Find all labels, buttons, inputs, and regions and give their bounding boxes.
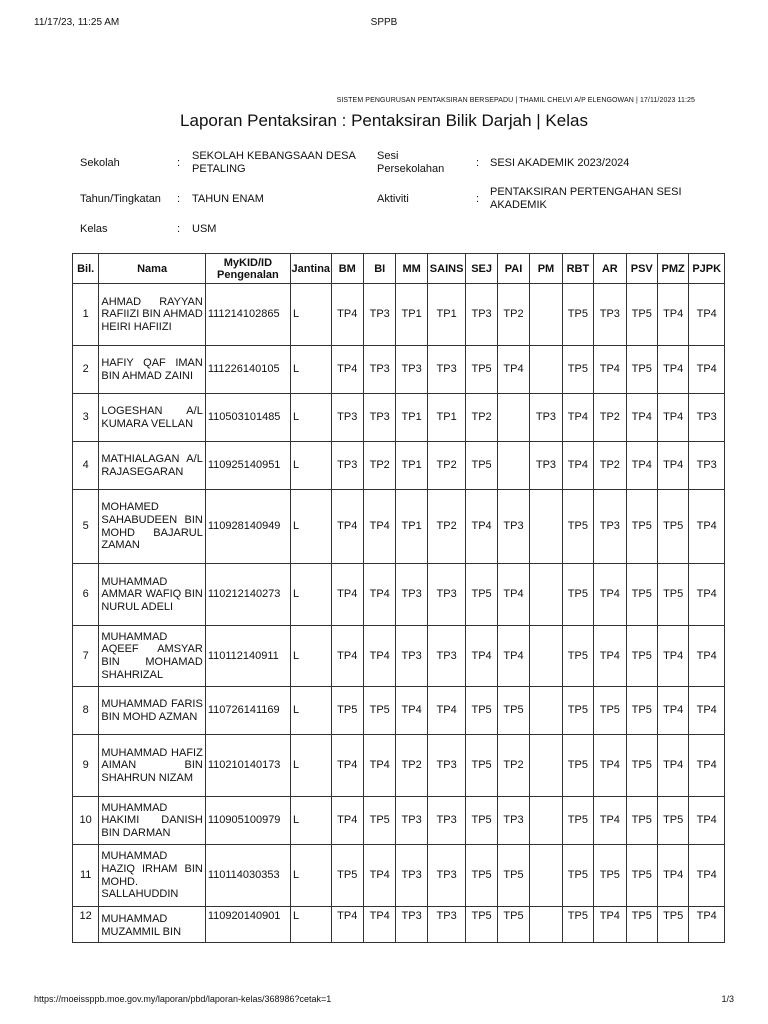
sesi-value: SESI AKADEMIK 2023/2024 <box>490 157 630 169</box>
cell-bil: 9 <box>73 735 99 797</box>
cell-bil: 4 <box>73 442 99 490</box>
cell-grade-sains: TP3 <box>427 845 466 907</box>
cell-grade-pmz: TP4 <box>657 346 688 394</box>
colon: : <box>177 193 181 205</box>
cell-grade-sej: TP4 <box>466 490 497 564</box>
cell-grade-psv: TP5 <box>626 564 657 626</box>
cell-grade-mm: TP4 <box>396 687 427 735</box>
col-header-mykid: MyKID/ID Pengenalan <box>205 254 290 284</box>
cell-grade-pm <box>530 687 562 735</box>
table-row <box>73 845 725 907</box>
cell-mykid: 110212140273 <box>205 564 290 626</box>
cell-grade-ar: TP4 <box>594 907 626 943</box>
cell-grade-sains: TP2 <box>427 442 466 490</box>
cell-grade-pm <box>530 346 562 394</box>
assessment-table <box>72 253 725 943</box>
cell-grade-bi: TP5 <box>363 797 395 845</box>
cell-grade-pai: TP2 <box>497 284 529 346</box>
cell-grade-bm: TP5 <box>331 687 363 735</box>
cell-mykid: 110928140949 <box>205 490 290 564</box>
cell-grade-mm: TP3 <box>396 907 427 943</box>
col-header-bm: BM <box>331 254 363 284</box>
cell-grade-pm <box>530 626 562 687</box>
cell-grade-pm: TP3 <box>530 442 562 490</box>
cell-grade-sains: TP3 <box>427 907 466 943</box>
cell-grade-pmz: TP5 <box>657 490 688 564</box>
cell-grade-ar: TP2 <box>594 442 626 490</box>
cell-grade-pm <box>530 284 562 346</box>
print-header <box>34 17 734 31</box>
cell-grade-mm: TP1 <box>396 284 427 346</box>
cell-bil: 7 <box>73 626 99 687</box>
cell-grade-bi: TP4 <box>363 564 395 626</box>
cell-grade-ar: TP4 <box>594 626 626 687</box>
cell-grade-pm <box>530 797 562 845</box>
col-header-pai: PAI <box>497 254 529 284</box>
cell-grade-sains: TP3 <box>427 626 466 687</box>
col-header-bi: BI <box>363 254 395 284</box>
cell-jantina: L <box>291 687 332 735</box>
cell-grade-sej: TP5 <box>466 797 497 845</box>
print-timestamp: 11/17/23, 11:25 AM <box>34 17 120 28</box>
cell-jantina: L <box>291 490 332 564</box>
cell-jantina: L <box>291 735 332 797</box>
cell-grade-rbt: TP5 <box>562 845 593 907</box>
cell-grade-rbt: TP5 <box>562 797 593 845</box>
cell-bil: 8 <box>73 687 99 735</box>
sekolah-label: Sekolah <box>80 157 120 169</box>
cell-jantina: L <box>291 626 332 687</box>
cell-grade-ar: TP3 <box>594 284 626 346</box>
cell-mykid: 111226140105 <box>205 346 290 394</box>
cell-mykid: 110726141169 <box>205 687 290 735</box>
cell-grade-sains: TP3 <box>427 797 466 845</box>
cell-mykid: 110114030353 <box>205 845 290 907</box>
cell-jantina: L <box>291 564 332 626</box>
sekolah-value: SEKOLAH KEBANGSAAN DESA PETALING <box>192 150 356 175</box>
cell-nama: AHMAD RAYYAN RAFIIZI BIN AHMAD HEIRI HAFIIZI <box>99 284 205 346</box>
col-header-pjpk: PJPK <box>689 254 725 284</box>
cell-grade-sej: TP5 <box>466 346 497 394</box>
cell-mykid: 110905100979 <box>205 797 290 845</box>
col-header-sej: SEJ <box>466 254 497 284</box>
cell-grade-pmz: TP5 <box>657 564 688 626</box>
cell-grade-pmz: TP4 <box>657 284 688 346</box>
cell-bil: 1 <box>73 284 99 346</box>
cell-nama: MUHAMMAD AMMAR WAFIQ BIN NURUL ADELI <box>99 564 205 626</box>
cell-grade-bm: TP4 <box>331 735 363 797</box>
cell-grade-bi: TP3 <box>363 284 395 346</box>
cell-grade-pm <box>530 735 562 797</box>
cell-grade-psv: TP5 <box>626 845 657 907</box>
cell-grade-psv: TP5 <box>626 907 657 943</box>
tahun-value: TAHUN ENAM <box>192 193 264 205</box>
cell-grade-pjpk: TP4 <box>689 845 725 907</box>
cell-grade-sains: TP2 <box>427 490 466 564</box>
cell-grade-ar: TP5 <box>594 687 626 735</box>
col-header-rbt: RBT <box>562 254 593 284</box>
cell-grade-pai: TP4 <box>497 626 529 687</box>
cell-grade-bi: TP3 <box>363 394 395 442</box>
colon: : <box>476 157 480 169</box>
cell-grade-rbt: TP5 <box>562 735 593 797</box>
cell-grade-pai <box>497 394 529 442</box>
cell-bil: 3 <box>73 394 99 442</box>
cell-grade-pm <box>530 490 562 564</box>
cell-grade-bi: TP5 <box>363 687 395 735</box>
cell-grade-bi: TP2 <box>363 442 395 490</box>
cell-nama: MUHAMMAD HAKIMI DANISH BIN DARMAN <box>99 797 205 845</box>
table-row <box>73 626 725 687</box>
cell-grade-pjpk: TP4 <box>689 346 725 394</box>
cell-nama: MATHIALAGAN A/L RAJASEGARAN <box>99 442 205 490</box>
cell-grade-pjpk: TP4 <box>689 907 725 943</box>
table-row <box>73 442 725 490</box>
cell-grade-ar: TP4 <box>594 735 626 797</box>
cell-grade-pjpk: TP4 <box>689 490 725 564</box>
cell-grade-sains: TP3 <box>427 564 466 626</box>
print-url: https://moeissppb.moe.gov.my/laporan/pbd/laporan-kelas/368986?cetak=1 <box>34 994 332 1004</box>
cell-grade-ar: TP3 <box>594 490 626 564</box>
cell-grade-ar: TP4 <box>594 564 626 626</box>
kelas-value: USM <box>192 223 217 235</box>
cell-grade-pai: TP5 <box>497 907 529 943</box>
cell-grade-pmz: TP4 <box>657 845 688 907</box>
cell-grade-bm: TP4 <box>331 907 363 943</box>
cell-bil: 5 <box>73 490 99 564</box>
cell-grade-sains: TP3 <box>427 346 466 394</box>
cell-bil: 6 <box>73 564 99 626</box>
cell-mykid: 110920140901 <box>205 907 290 943</box>
cell-grade-pjpk: TP4 <box>689 626 725 687</box>
table-row <box>73 490 725 564</box>
cell-grade-pjpk: TP4 <box>689 564 725 626</box>
cell-grade-pm <box>530 845 562 907</box>
cell-grade-sej: TP5 <box>466 687 497 735</box>
cell-grade-rbt: TP5 <box>562 907 593 943</box>
cell-grade-pjpk: TP4 <box>689 687 725 735</box>
cell-grade-psv: TP5 <box>626 626 657 687</box>
cell-grade-sej: TP5 <box>466 845 497 907</box>
cell-grade-psv: TP5 <box>626 346 657 394</box>
cell-grade-mm: TP1 <box>396 442 427 490</box>
cell-grade-bm: TP4 <box>331 564 363 626</box>
cell-grade-psv: TP4 <box>626 442 657 490</box>
table-row <box>73 735 725 797</box>
cell-grade-pai: TP2 <box>497 735 529 797</box>
col-header-ar: AR <box>594 254 626 284</box>
col-header-sains: SAINS <box>427 254 466 284</box>
cell-grade-rbt: TP5 <box>562 564 593 626</box>
cell-grade-sej: TP4 <box>466 626 497 687</box>
cell-grade-mm: TP1 <box>396 490 427 564</box>
col-header-psv: PSV <box>626 254 657 284</box>
cell-grade-bi: TP4 <box>363 845 395 907</box>
cell-grade-rbt: TP5 <box>562 490 593 564</box>
cell-grade-pjpk: TP4 <box>689 797 725 845</box>
cell-grade-rbt: TP4 <box>562 394 593 442</box>
cell-grade-pjpk: TP4 <box>689 735 725 797</box>
cell-grade-psv: TP5 <box>626 284 657 346</box>
cell-grade-pai <box>497 442 529 490</box>
cell-nama: HAFIY QAF IMAN BIN AHMAD ZAINI <box>99 346 205 394</box>
cell-grade-mm: TP3 <box>396 797 427 845</box>
cell-grade-rbt: TP5 <box>562 626 593 687</box>
table-row <box>73 907 725 943</box>
col-header-nama: Nama <box>99 254 205 284</box>
cell-grade-pjpk: TP4 <box>689 284 725 346</box>
cell-grade-pai: TP5 <box>497 845 529 907</box>
cell-grade-sains: TP4 <box>427 687 466 735</box>
cell-grade-ar: TP4 <box>594 346 626 394</box>
col-header-bil: Bil. <box>73 254 99 284</box>
cell-grade-pai: TP5 <box>497 687 529 735</box>
table-row <box>73 687 725 735</box>
cell-grade-sej: TP5 <box>466 564 497 626</box>
cell-grade-bi: TP4 <box>363 490 395 564</box>
cell-grade-mm: TP3 <box>396 346 427 394</box>
cell-grade-psv: TP5 <box>626 490 657 564</box>
cell-grade-psv: TP5 <box>626 735 657 797</box>
table-row <box>73 346 725 394</box>
cell-grade-pai: TP4 <box>497 346 529 394</box>
cell-grade-mm: TP3 <box>396 564 427 626</box>
cell-mykid: 110503101485 <box>205 394 290 442</box>
cell-grade-sej: TP2 <box>466 394 497 442</box>
cell-grade-pmz: TP5 <box>657 797 688 845</box>
table-row <box>73 394 725 442</box>
cell-grade-bi: TP4 <box>363 907 395 943</box>
table-row <box>73 284 725 346</box>
cell-grade-rbt: TP4 <box>562 442 593 490</box>
col-header-pmz: PMZ <box>657 254 688 284</box>
report-title: Laporan Pentaksiran : Pentaksiran Bilik Darjah | Kelas <box>180 111 588 130</box>
cell-grade-psv: TP5 <box>626 687 657 735</box>
cell-jantina: L <box>291 797 332 845</box>
cell-mykid: 110925140951 <box>205 442 290 490</box>
cell-nama: MOHAMED SAHABUDEEN BIN MOHD BAJARUL ZAMAN <box>99 490 205 564</box>
cell-grade-sej: TP5 <box>466 442 497 490</box>
cell-grade-mm: TP3 <box>396 845 427 907</box>
cell-grade-sej: TP5 <box>466 735 497 797</box>
print-footer <box>34 994 734 1008</box>
cell-nama: MUHAMMAD FARIS BIN MOHD AZMAN <box>99 687 205 735</box>
cell-grade-sains: TP1 <box>427 284 466 346</box>
cell-grade-bi: TP4 <box>363 626 395 687</box>
cell-jantina: L <box>291 907 332 943</box>
cell-bil: 12 <box>73 907 99 943</box>
table-row <box>73 797 725 845</box>
colon: : <box>476 193 480 205</box>
cell-grade-pmz: TP4 <box>657 626 688 687</box>
cell-grade-rbt: TP5 <box>562 346 593 394</box>
cell-grade-bm: TP3 <box>331 442 363 490</box>
col-header-jantina: Jantina <box>291 254 332 284</box>
print-page-number: 1/3 <box>721 994 734 1004</box>
cell-grade-pmz: TP4 <box>657 687 688 735</box>
cell-jantina: L <box>291 346 332 394</box>
cell-grade-sej: TP3 <box>466 284 497 346</box>
cell-jantina: L <box>291 845 332 907</box>
cell-nama: MUHAMMAD MUZAMMIL BIN <box>99 907 205 943</box>
cell-nama: MUHAMMAD HAFIZ AIMAN BIN SHAHRUN NIZAM <box>99 735 205 797</box>
cell-grade-bi: TP4 <box>363 735 395 797</box>
cell-mykid: 111214102865 <box>205 284 290 346</box>
table-header-row <box>73 254 725 284</box>
cell-grade-pm <box>530 564 562 626</box>
aktiviti-value: PENTAKSIRAN PERTENGAHAN SESI AKADEMIK <box>490 186 682 211</box>
cell-grade-pjpk: TP3 <box>689 394 725 442</box>
cell-grade-mm: TP1 <box>396 394 427 442</box>
cell-mykid: 110210140173 <box>205 735 290 797</box>
cell-grade-sains: TP3 <box>427 735 466 797</box>
cell-bil: 2 <box>73 346 99 394</box>
aktiviti-label: Aktiviti <box>377 193 409 205</box>
cell-bil: 10 <box>73 797 99 845</box>
cell-grade-bm: TP4 <box>331 797 363 845</box>
colon: : <box>177 223 181 235</box>
cell-grade-bi: TP3 <box>363 346 395 394</box>
cell-grade-pm: TP3 <box>530 394 562 442</box>
cell-grade-ar: TP2 <box>594 394 626 442</box>
cell-grade-pjpk: TP3 <box>689 442 725 490</box>
cell-grade-pai: TP3 <box>497 797 529 845</box>
table-row <box>73 564 725 626</box>
system-info-line: SISTEM PENGURUSAN PENTAKSIRAN BERSEPADU | THAMIL CHELVI A/P ELENGOWAN | 17/11/2023 11:25 <box>336 97 695 104</box>
colon: : <box>177 157 181 169</box>
cell-grade-rbt: TP5 <box>562 687 593 735</box>
print-page-title: SPPB <box>370 17 398 28</box>
col-header-mm: MM <box>396 254 427 284</box>
cell-nama: MUHAMMAD AQEEF AMSYAR BIN MOHAMAD SHAHRIZAL <box>99 626 205 687</box>
cell-grade-pai: TP3 <box>497 490 529 564</box>
cell-nama: MUHAMMAD HAZIQ IRHAM BIN MOHD. SALLAHUDDIN <box>99 845 205 907</box>
cell-jantina: L <box>291 284 332 346</box>
cell-grade-ar: TP4 <box>594 797 626 845</box>
cell-grade-bm: TP4 <box>331 284 363 346</box>
cell-grade-bm: TP4 <box>331 626 363 687</box>
cell-grade-ar: TP5 <box>594 845 626 907</box>
cell-grade-pai: TP4 <box>497 564 529 626</box>
cell-grade-sains: TP1 <box>427 394 466 442</box>
cell-grade-mm: TP3 <box>396 626 427 687</box>
cell-grade-pmz: TP5 <box>657 907 688 943</box>
cell-jantina: L <box>291 394 332 442</box>
cell-mykid: 110112140911 <box>205 626 290 687</box>
cell-grade-bm: TP4 <box>331 490 363 564</box>
tahun-label: Tahun/Tingkatan <box>80 193 161 205</box>
cell-grade-pmz: TP4 <box>657 735 688 797</box>
cell-grade-pmz: TP4 <box>657 394 688 442</box>
kelas-label: Kelas <box>80 223 108 235</box>
cell-grade-pmz: TP4 <box>657 442 688 490</box>
col-header-pm: PM <box>530 254 562 284</box>
cell-grade-psv: TP4 <box>626 394 657 442</box>
cell-grade-psv: TP5 <box>626 797 657 845</box>
sesi-label: Sesi Persekolahan <box>377 150 445 175</box>
cell-grade-bm: TP3 <box>331 394 363 442</box>
cell-nama: LOGESHAN A/L KUMARA VELLAN <box>99 394 205 442</box>
cell-jantina: L <box>291 442 332 490</box>
cell-grade-bm: TP5 <box>331 845 363 907</box>
cell-grade-rbt: TP5 <box>562 284 593 346</box>
cell-grade-sej: TP5 <box>466 907 497 943</box>
cell-grade-bm: TP4 <box>331 346 363 394</box>
cell-grade-pm <box>530 907 562 943</box>
cell-grade-mm: TP2 <box>396 735 427 797</box>
cell-bil: 11 <box>73 845 99 907</box>
